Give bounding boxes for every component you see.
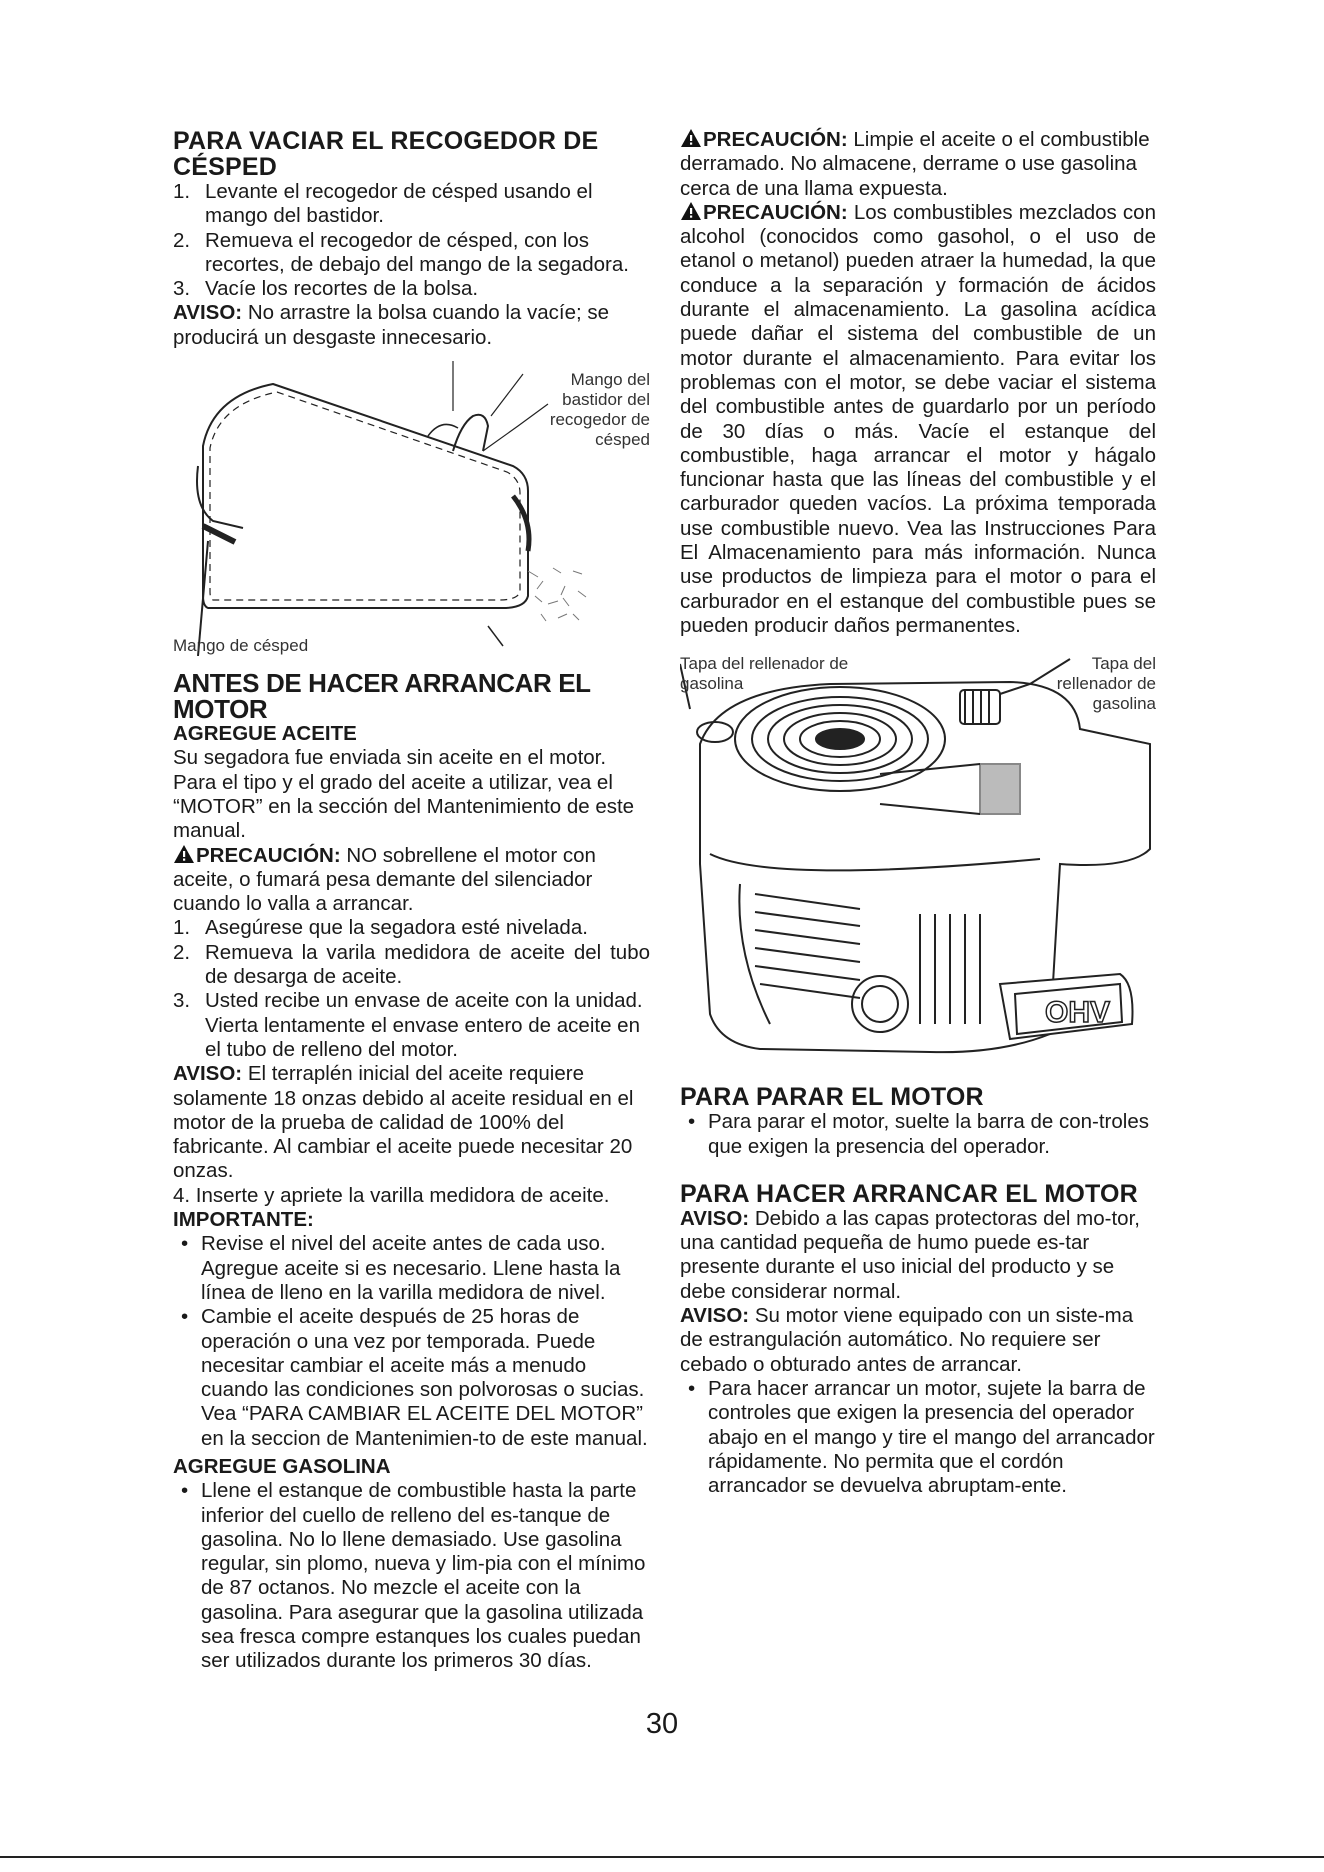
ohv-badge: OHV — [1045, 996, 1111, 1030]
section-title-start-engine: PARA HACER ARRANCAR EL MOTOR — [680, 1179, 1138, 1208]
list-item: 1. Asegúrese que la segadora esté nivelada. — [173, 916, 588, 940]
subsection-title-add-gas: AGREGUE GASOLINA — [173, 1454, 391, 1478]
list-item: 2. Remueva el recogedor de césped, con los recortes, de debajo del mango de la segadora. — [173, 228, 629, 276]
engine-illustration — [680, 654, 1156, 1074]
left-column — [173, 128, 650, 1674]
notice-paragraph: AVISO: Su motor viene equipado con un siste-ma de estrangulación automático. No requiere ser cebado o obturado antes de arrancar. — [680, 1304, 1134, 1376]
important-bullets — [173, 1232, 650, 1451]
list-item: • Para parar el motor, suelte la barra de con-troles que exigen la presencia del operador. — [688, 1110, 1149, 1158]
list-item: • Llene el estanque de combustible hasta la parte inferior del cuello de relleno del es-tanque de gasolina. No lo llene demasiado. Use gasolina regular, sin plomo, nueva y lim-pia con el mínimo de 87 octanos. No mezcle el aceite con la gasolina. Para asegurar que la gasolina utilizada sea fresca compre estanques los cuales puedan ser utilizados durante los primeros 30 días. — [181, 1479, 646, 1673]
grass-clippings — [528, 568, 586, 621]
caution-paragraph: PRECAUCIÓN: Los combustibles mezclados con alcohol (conocidos como gasohol, o el uso de etanol o metanol) pueden atraer la humedad, la que conduce a la separación y formación de ácidos durante el almacenamiento. La gasolina acídica puede dañar el sistema del combustible de un motor durante el almacenamiento. Para evitar los problemas con el motor, se debe vaciar el sistema del combustible antes de guardarlo por un período de 30 días o más. Vacíe el estanque del combustible, haga arrancar el motor y hágalo funcionar hasta que las líneas del combustible y el carburador queden vacíos. La próxima temporada use combustible nuevo. Vea las Instrucciones Para El Almacenamiento para más información. Nunca use productos de limpieza para el motor o para el carburador en el estanque del combustible pues se pueden producir daños permanentes. — [680, 200, 1156, 637]
caution-paragraph: PRECAUCIÓN: NO sobrellene el motor con aceite, o fumará pesa demante del silenciador cuando lo valla a arrancar. — [173, 843, 596, 916]
caution-paragraph: PRECAUCIÓN: Limpie el aceite o el combustible derramado. No almacene, derrame o use gasolina cerca de una llama expuesta. — [680, 128, 1150, 200]
section-title-stop-engine: PARA PARAR EL MOTOR — [680, 1083, 984, 1112]
section-title-before-start: ANTES DE HACER ARRANCAR EL MOTOR — [173, 668, 591, 725]
list-item: • Revise el nivel del aceite antes de cada uso. Agregue aceite si es necesario. Llene hasta la línea de lleno en la varilla medidora de nivel. — [181, 1232, 621, 1304]
list-item: • Para hacer arrancar un motor, sujete la barra de controles que exigen la presencia del operador abajo en el mango y tire el mango del arrancador rápidamente. No permita que el cordón arrancador se devuelva abruptam-ente. — [688, 1376, 1155, 1498]
notice-paragraph: AVISO: Debido a las capas protectoras del mo-tor, una cantidad pequeña de humo puede es-tar presente durante el uso inicial del producto y se debe considerar normal. — [680, 1206, 1140, 1303]
warning-icon — [680, 201, 702, 221]
right-column — [680, 128, 1156, 1498]
page-number: 30 — [645, 1708, 679, 1740]
grass-catcher-illustration — [173, 356, 650, 656]
label-grass-handle: Mango de césped — [173, 636, 309, 656]
label-frame-handle: Mango del bastidor del recogedor de césped — [549, 370, 650, 450]
list-item: 3. Vacíe los recortes de la bolsa. — [173, 277, 479, 301]
add-oil-intro: Su segadora fue enviada sin aceite en el motor. Para el tipo y el grado del aceite a utilizar, vea el “MOTOR” en la sección del Mantenimiento de este manual. — [173, 746, 635, 843]
subsection-title-add-oil: AGREGUE ACEITE — [173, 722, 357, 746]
add-gas-bullets — [173, 1479, 650, 1673]
notice-paragraph: AVISO: No arrastre la bolsa cuando la vacíe; se producirá un desgaste innecesario. — [173, 301, 610, 349]
add-oil-step-4: 4. Inserte y apriete la varilla medidora de aceite. — [173, 1183, 610, 1207]
list-item: 3. Usted recibe un envase de aceite con la unidad. Vierta lentamente el envase entero de aceite en el tubo de relleno del motor. — [173, 989, 643, 1061]
list-item: • Cambie el aceite después de 25 horas de operación o una vez por temporada. Puede necesitar cambiar el aceite más a menudo cuando las condiciones son polvorosas o sucias. Vea “PARA CAMBIAR EL ACEITE DEL MOTOR” en la seccion de Mantenimien-to de este manual. — [181, 1305, 648, 1450]
engine-drawing — [680, 654, 1156, 1074]
list-item: 2. Remueva la varila medidora de aceite del tubo de desarga de aceite. — [173, 940, 650, 989]
label-fuel-cap-left: Tapa del rellenador de gasolina — [680, 654, 849, 694]
label-fuel-cap-right: Tapa del rellenador de gasolina — [1056, 654, 1156, 714]
start-engine-bullets — [680, 1377, 1156, 1498]
empty-bag-steps — [173, 180, 650, 301]
add-oil-steps — [173, 916, 650, 1062]
important-label: IMPORTANTE: — [173, 1208, 314, 1232]
warning-icon — [680, 128, 702, 148]
stop-engine-bullets — [680, 1110, 1156, 1159]
list-item: 1. Levante el recogedor de césped usando el mango del bastidor. — [173, 180, 593, 228]
bottom-rule — [0, 1856, 1324, 1858]
warning-icon — [173, 844, 195, 864]
section-title-empty-bag: PARA VACIAR EL RECOGEDOR DE CÉSPED — [173, 127, 599, 181]
notice-paragraph: AVISO: El terraplén inicial del aceite requiere solamente 18 onzas debido al aceite residual en el motor de la prueba de calidad de 100% del fabricante. Al cambiar el aceite puede necesitar 20 onzas. — [173, 1062, 634, 1183]
